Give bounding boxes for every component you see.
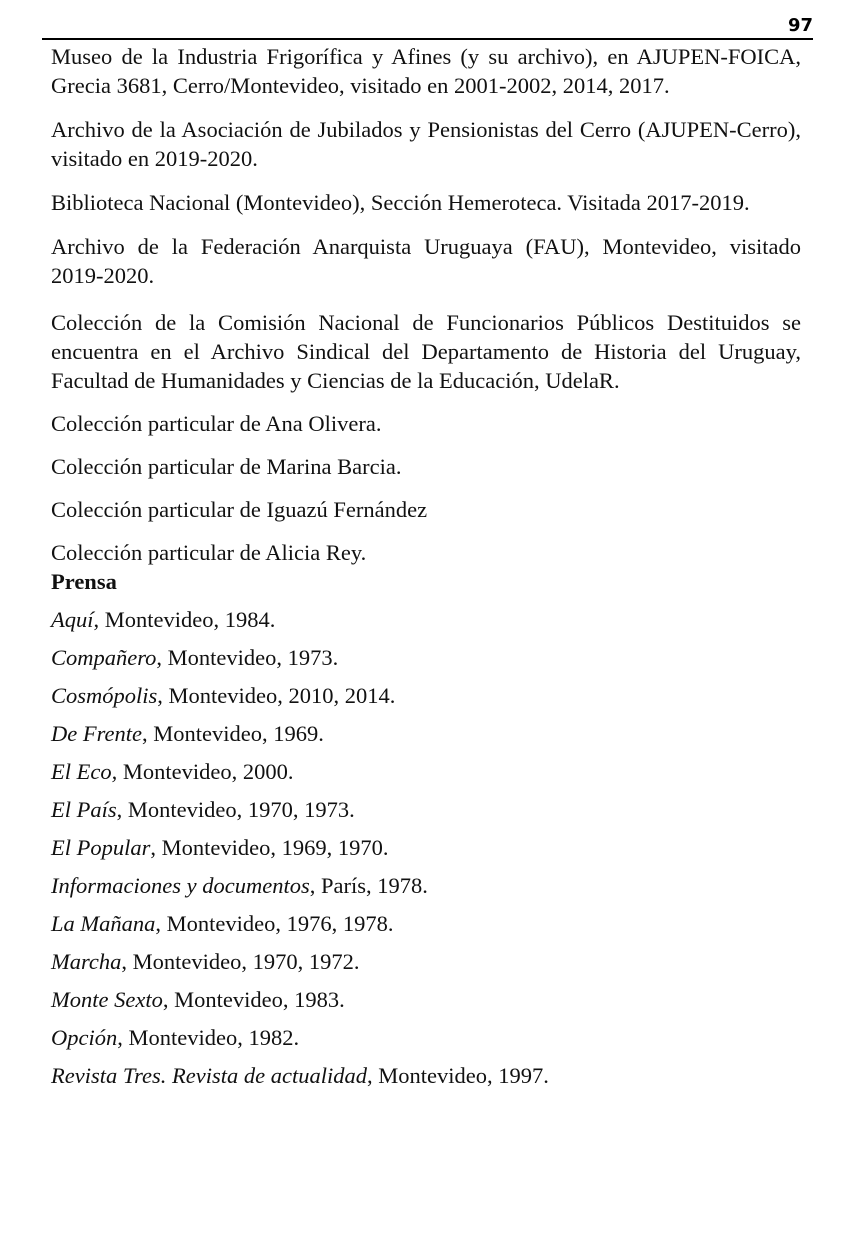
archive-entry: Colección particular de Ana Olivera. bbox=[51, 411, 382, 436]
press-details: , Montevideo, 1970, 1973. bbox=[116, 797, 355, 822]
archive-entry: Colección particular de Alicia Rey. bbox=[51, 540, 367, 565]
press-details: , Montevideo, 1969. bbox=[142, 721, 324, 746]
archive-entry: Biblioteca Nacional (Montevideo), Sección Hemeroteca. Visitada 2017-2019. bbox=[51, 190, 750, 215]
press-title: Monte Sexto bbox=[51, 987, 163, 1012]
press-title: Compañero bbox=[51, 645, 157, 670]
press-item bbox=[51, 871, 801, 909]
press-title: Revista Tres. Revista de actualidad bbox=[51, 1063, 367, 1088]
press-item bbox=[51, 947, 801, 985]
press-title: Marcha bbox=[51, 949, 122, 974]
press-details: , Montevideo, 1969, 1970. bbox=[150, 835, 389, 860]
press-title: Cosmópolis bbox=[51, 683, 158, 708]
archive-entry: Archivo de la Federación Anarquista Uruguaya (FAU), Montevideo, visitado 2019-2020. bbox=[51, 234, 801, 288]
press-item bbox=[51, 681, 801, 719]
press-details: , París, 1978. bbox=[309, 873, 428, 898]
press-item bbox=[51, 643, 801, 681]
press-item bbox=[51, 985, 801, 1023]
press-list bbox=[51, 605, 801, 1099]
press-item bbox=[51, 909, 801, 947]
press-title: De Frente bbox=[51, 721, 142, 746]
press-item bbox=[51, 833, 801, 871]
press-item bbox=[51, 1023, 801, 1061]
archive-entry: Museo de la Industria Frigorífica y Afines (y su archivo), en AJUPEN-FOICA, Grecia 3681, Cerro/Montevideo, visitado en 2001-2002, 2014, 2017. bbox=[51, 44, 801, 98]
press-title: Opción bbox=[51, 1025, 118, 1050]
press-details: , Montevideo, 1970, 1972. bbox=[121, 949, 360, 974]
bibliography-content bbox=[51, 42, 801, 1099]
press-details: , Montevideo, 1982. bbox=[117, 1025, 300, 1050]
press-title: La Mañana bbox=[51, 911, 156, 936]
press-item bbox=[51, 757, 801, 795]
press-item bbox=[51, 1061, 801, 1099]
press-title: El Popular bbox=[51, 835, 151, 860]
page-number: 97 bbox=[787, 15, 813, 36]
press-item bbox=[51, 605, 801, 643]
press-item bbox=[51, 795, 801, 833]
press-details: , Montevideo, 1973. bbox=[156, 645, 339, 670]
archive-entry: Colección particular de Marina Barcia. bbox=[51, 454, 402, 479]
press-details: , Montevideo, 1983. bbox=[162, 987, 345, 1012]
press-title: El País bbox=[51, 797, 117, 822]
press-item bbox=[51, 719, 801, 757]
header-rule bbox=[42, 38, 813, 40]
press-details: , Montevideo, 1976, 1978. bbox=[155, 911, 394, 936]
archive-entry: Archivo de la Asociación de Jubilados y Pensionistas del Cerro (AJUPEN-Cerro), visitado en 2019-2020. bbox=[51, 117, 801, 171]
press-details: , Montevideo, 1984. bbox=[93, 607, 276, 632]
archive-entry: Colección particular de Iguazú Fernández bbox=[51, 497, 428, 522]
archive-entry: Colección de la Comisión Nacional de Funcionarios Públicos Destituidos se encuentra en el Archivo Sindical del Departamento de Historia del Uruguay, Facultad de Humanidades y Ciencias de la Educación, UdelaR. bbox=[51, 310, 801, 393]
press-details: Montevideo, 2000. bbox=[117, 759, 294, 784]
press-title: El Eco, bbox=[51, 759, 118, 784]
press-details: , Montevideo, 2010, 2014. bbox=[157, 683, 396, 708]
press-title: Aquí bbox=[51, 607, 94, 632]
press-heading: Prensa bbox=[51, 569, 117, 594]
press-details: , Montevideo, 1997. bbox=[367, 1063, 549, 1088]
press-title: Informaciones y documentos bbox=[51, 873, 310, 898]
